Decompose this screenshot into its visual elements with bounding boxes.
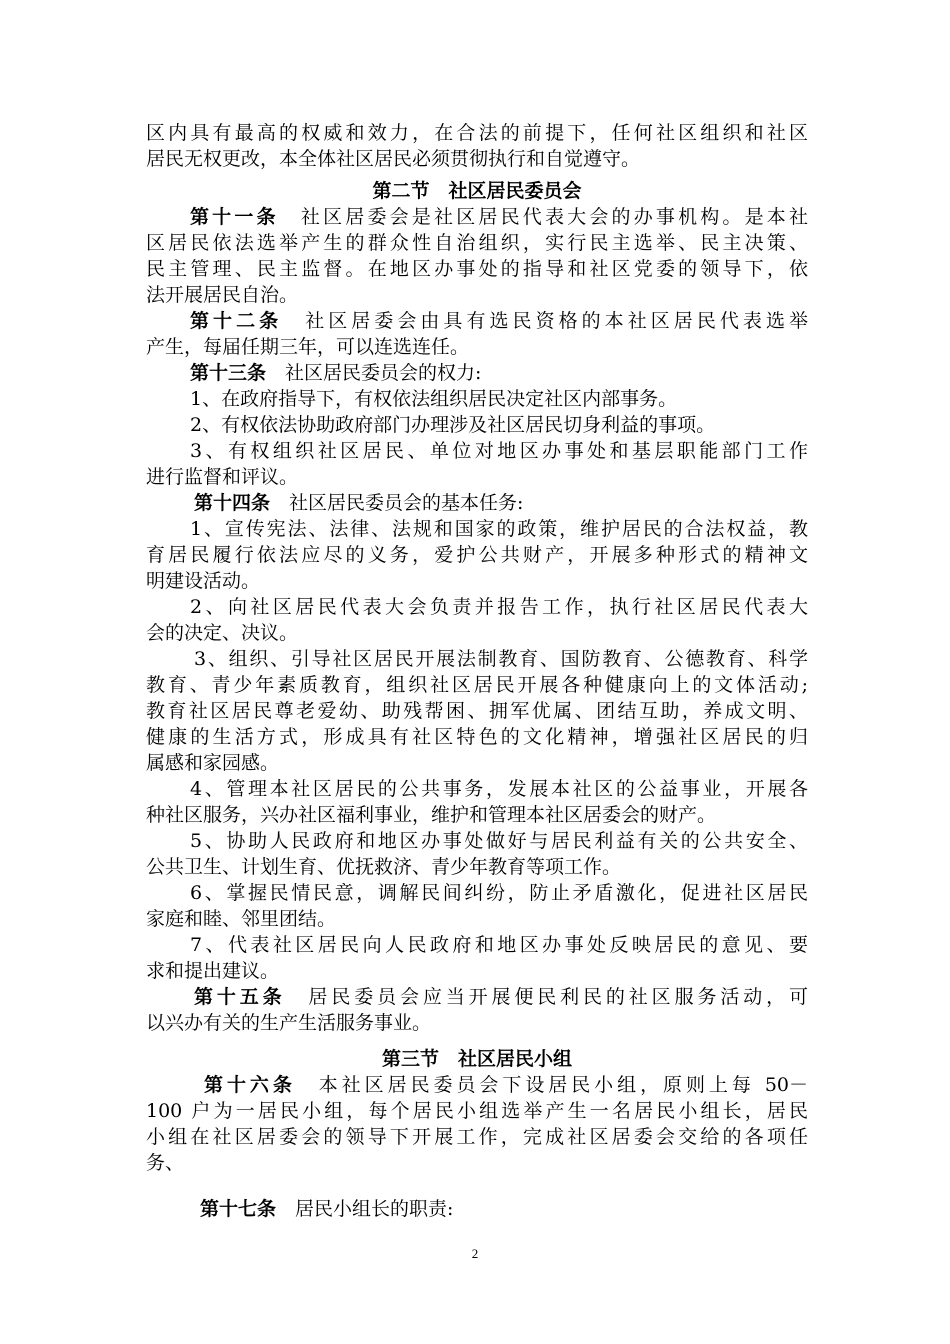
- paragraph-line: 会的决定、决议。: [146, 622, 299, 644]
- paragraph-line: 产生，每届任期三年，可以连选连任。: [146, 336, 470, 358]
- paragraph-line: 3、有权组织社区居民、单位对地区办事处和基层职能部门工作: [190, 440, 808, 462]
- article-text: 社区居委会是社区居民代表大会的办事机构。是本社: [278, 206, 808, 228]
- paragraph-line: 2、有权依法协助政府部门办理涉及社区居民切身利益的事项。: [190, 414, 716, 436]
- paragraph-line: 育居民履行依法应尽的义务，爱护公共财产，开展多种形式的精神文: [146, 544, 808, 566]
- paragraph-line: 小组在社区居委会的领导下开展工作，完成社区居委会交给的各项任: [146, 1126, 808, 1148]
- paragraph-line: 7、代表社区居民向人民政府和地区办事处反映居民的意见、要: [190, 934, 808, 956]
- article-number: 第十三条: [190, 362, 267, 384]
- paragraph-line: 公共卫生、计划生育、优抚救济、青少年教育等项工作。: [146, 856, 622, 878]
- article-text: 居民小组长的职责:: [276, 1198, 454, 1220]
- paragraph-line: 健康的生活方式，形成具有社区特色的文化精神，增强社区居民的归: [146, 726, 808, 748]
- article-text: 社区居委会由具有选民资格的本社区居民代表选举: [282, 310, 808, 332]
- paragraph-line: 3、组织、引导社区居民开展法制教育、国防教育、公德教育、科学: [194, 648, 808, 670]
- article-line: [146, 1196, 808, 1222]
- paragraph-line: 居民无权更改，本全体社区居民必须贯彻执行和自觉遵守。: [146, 148, 641, 170]
- section-heading: 第三节 社区居民小组: [381, 1048, 572, 1070]
- paragraph-line: 1、宣传宪法、法律、法规和国家的政策，维护居民的合法权益，教: [190, 518, 808, 540]
- page-number: 2: [471, 1246, 479, 1261]
- article-line: [146, 308, 808, 334]
- paragraph-line: 区内具有最高的权威和效力，在合法的前提下，任何社区组织和社区: [146, 122, 808, 144]
- paragraph-line: 明建设活动。: [146, 570, 261, 592]
- article-number: 第十五条: [194, 986, 286, 1008]
- article-line: [146, 984, 808, 1010]
- paragraph-line: 种社区服务，兴办社区福利事业，维护和管理本社区居委会的财产。: [146, 804, 717, 826]
- article-text: 居民委员会应当开展便民利民的社区服务活动，可: [285, 986, 808, 1008]
- body-text: [146, 120, 808, 1222]
- article-number: 第十四条: [194, 492, 271, 514]
- article-number: 第十一条: [190, 206, 279, 228]
- article-text: 本社区居民委员会下设居民小组，原则上每 50－: [295, 1074, 808, 1096]
- article-number: 第十二条: [190, 310, 283, 332]
- article-line: [146, 360, 808, 386]
- article-line: [146, 1072, 808, 1098]
- paragraph-line: 务、: [146, 1152, 185, 1174]
- paragraph-line: 100 户为一居民小组，每个居民小组选举产生一名居民小组长，居民: [146, 1100, 808, 1122]
- article-text: 社区居民委员会的基本任务:: [270, 492, 524, 514]
- paragraph-line: 教育社区居民尊老爱幼、助残帮困、拥军优属、团结互助，养成文明、: [146, 700, 808, 722]
- paragraph-line: 区居民依法选举产生的群众性自治组织，实行民主选举、民主决策、: [146, 232, 808, 254]
- paragraph-line: 4、管理本社区居民的公共事务，发展本社区的公益事业，开展各: [190, 778, 808, 800]
- article-number: 第十六条: [204, 1074, 296, 1096]
- paragraph-line: 2、向社区居民代表大会负责并报告工作，执行社区居民代表大: [190, 596, 808, 618]
- paragraph-line: 家庭和睦、邻里团结。: [146, 908, 337, 930]
- paragraph-line: 求和提出建议。: [146, 960, 280, 982]
- paragraph-line: 5、协助人民政府和地区办事处做好与居民利益有关的公共安全、: [190, 830, 808, 852]
- article-line: [146, 204, 808, 230]
- paragraph-line: 教育、青少年素质教育，组织社区居民开展各种健康向上的文体活动;: [146, 674, 808, 696]
- paragraph-line: 法开展居民自治。: [146, 284, 299, 306]
- paragraph-line: 1、在政府指导下，有权依法组织居民决定社区内部事务。: [190, 388, 678, 410]
- paragraph-line: 6、掌握民情民意，调解民间纠纷，防止矛盾激化，促进社区居民: [190, 882, 808, 904]
- article-text: 社区居民委员会的权力:: [266, 362, 482, 384]
- article-number: 第十七条: [200, 1198, 277, 1220]
- paragraph-line: 属感和家园感。: [146, 752, 280, 774]
- paragraph-line: 民主管理、民主监督。在地区办事处的指导和社区党委的领导下，依: [146, 258, 808, 280]
- paragraph-line: 进行监督和评议。: [146, 466, 299, 488]
- section-heading: 第二节 社区居民委员会: [372, 180, 582, 202]
- paragraph-line: 以兴办有关的生产生活服务事业。: [146, 1012, 432, 1034]
- article-line: [146, 490, 808, 516]
